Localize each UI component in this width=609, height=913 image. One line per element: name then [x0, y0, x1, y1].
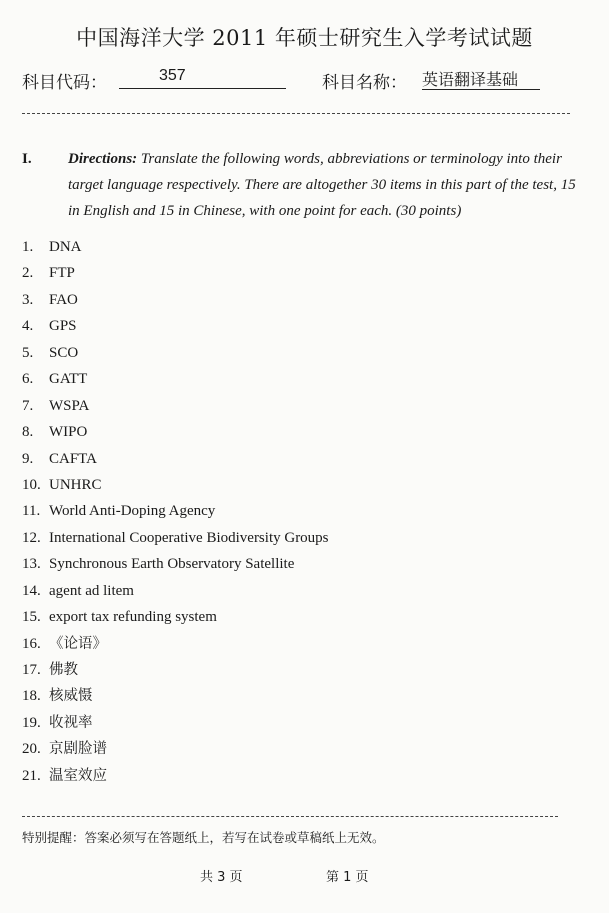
list-item	[22, 604, 329, 630]
list-item	[22, 313, 329, 339]
item-number: 3.	[22, 291, 34, 308]
directions-paragraph	[68, 146, 586, 224]
item-number: 4.	[22, 318, 34, 335]
item-number: 17.	[22, 662, 41, 678]
list-item	[22, 657, 329, 683]
item-number: 21.	[22, 767, 41, 784]
item-term: WSPA	[49, 397, 90, 414]
item-number: 1.	[22, 239, 34, 255]
total-pages: 共 3 页	[200, 870, 243, 885]
item-number: 11.	[22, 503, 41, 520]
item-term: FAO	[49, 291, 78, 308]
list-item	[22, 446, 329, 472]
item-term: International Cooperative Biodiversity Groups	[49, 529, 329, 546]
item-number: 13.	[22, 556, 41, 573]
top-divider	[22, 113, 570, 114]
item-number: 7.	[22, 397, 34, 414]
list-item	[22, 683, 329, 709]
item-term: SCO	[49, 344, 79, 361]
directions-text: Translate the following words, abbreviations or terminology into their target language respectively. There are altogether 30 items in this part of the test, 15 in English and 15 in Chinese, with one point for each. (30 points)	[68, 151, 576, 219]
subject-name-value: 英语翻译基础	[422, 67, 540, 90]
item-number: 15.	[22, 609, 41, 626]
list-item	[22, 551, 329, 577]
list-item	[22, 393, 329, 419]
item-term: World Anti-Doping Agency	[49, 503, 216, 520]
list-item	[22, 287, 329, 313]
item-term: agent ad litem	[49, 582, 134, 599]
subject-name-label: 科目名称：	[322, 73, 407, 93]
item-term: Synchronous Earth Observatory Satellite	[49, 556, 295, 573]
subject-info-row	[22, 68, 592, 94]
list-item	[22, 631, 329, 657]
item-number: 12.	[22, 529, 41, 546]
list-item	[22, 736, 329, 762]
special-reminder: 特别提醒：答案必须写在答题纸上，若写在试卷或草稿纸上无效。	[22, 830, 385, 845]
item-term: 温室效应	[49, 767, 107, 784]
list-item	[22, 234, 329, 260]
list-item	[22, 763, 329, 789]
list-item	[22, 498, 329, 524]
item-term: GPS	[49, 318, 77, 335]
item-number: 14.	[22, 582, 41, 599]
item-number: 9.	[22, 450, 34, 467]
item-term: CAFTA	[49, 450, 97, 467]
item-number: 20.	[22, 741, 41, 758]
list-item	[22, 525, 329, 551]
item-number: 5.	[22, 344, 34, 361]
list-item	[22, 710, 329, 736]
bottom-divider	[22, 816, 558, 817]
subject-code-label: 科目代码：	[22, 73, 107, 93]
list-item	[22, 260, 329, 286]
item-term: 核威慑	[49, 688, 93, 705]
list-item	[22, 472, 329, 498]
item-term: FTP	[49, 265, 75, 282]
item-term: GATT	[49, 371, 88, 388]
subject-code-value: 357	[119, 67, 286, 89]
item-term: 佛教	[49, 662, 78, 678]
section-number: I.	[22, 151, 32, 167]
item-number: 18.	[22, 688, 41, 705]
item-number: 6.	[22, 371, 34, 388]
item-term: 《论语》	[49, 635, 107, 652]
list-item	[22, 578, 329, 604]
item-term: 收视率	[49, 714, 93, 731]
item-term: UNHRC	[49, 476, 102, 493]
list-item	[22, 340, 329, 366]
list-item	[22, 419, 329, 445]
item-term: export tax refunding system	[49, 609, 217, 626]
list-item	[22, 366, 329, 392]
item-term: DNA	[49, 239, 82, 255]
item-number: 16.	[22, 635, 41, 652]
item-term: WIPO	[49, 424, 88, 441]
directions-heading: Directions:	[68, 151, 138, 167]
translation-item-list	[22, 234, 329, 789]
item-number: 10.	[22, 476, 41, 493]
item-term: 京剧脸谱	[49, 741, 107, 758]
item-number: 8.	[22, 424, 34, 441]
current-page: 第 1 页	[326, 870, 369, 885]
item-number: 19.	[22, 714, 41, 731]
exam-title: 中国海洋大学 2011 年硕士研究生入学考试试题	[76, 26, 533, 50]
item-number: 2.	[22, 265, 34, 282]
